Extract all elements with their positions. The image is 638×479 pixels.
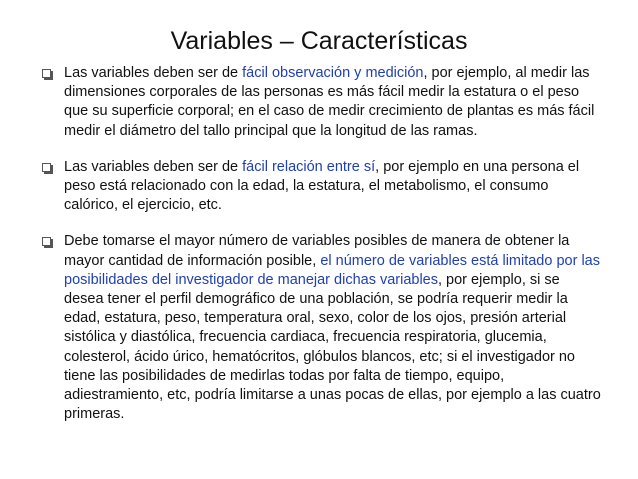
bullet-item [42,64,602,141]
bullet-text-lead: Las variables deben ser de [64,65,243,81]
bullet-highlight: fácil observación y medición [242,65,424,81]
bullet-text-lead: Debe tomarse el mayor número de variables posibles de manera de obtener la mayor cantidad de información posible, [64,233,570,269]
bullet-item [42,158,602,216]
square-bullet-icon [42,163,51,172]
bullet-text [64,233,601,422]
bullet-list [42,64,602,441]
bullet-text [64,159,579,213]
bullet-highlight: el número de variables está limitado por las posibilidades del investigador de manejar dichas variables [64,252,600,288]
square-bullet-icon [42,69,51,78]
bullet-text-rest: , por ejemplo, al medir las dimensiones corporales de las personas es más fácil medir la estatura o el peso que su superficie corporal; en el caso de medir crecimiento de plantas es más fácil medir el diámetro del tallo principal que la longitud de las ramas. [64,65,595,139]
square-bullet-icon [42,237,51,246]
bullet-text-rest: , por ejemplo, si se desea tener el perfil demográfico de una población, se podría requerir medir la edad, estatura, peso, temperatura oral, sexo, color de los ojos, presión arterial sistólica y diastólica, frecuencia cardiaca, frecuencia respiratoria, glucemia, colesterol, ácido úrico, hematócritos, glóbulos blancos, etc; si el investigador no tiene las posibilidades de medirlas todas por falta de tiempo, equipo, adiestramiento, etc, podría limitarse a unas pocas de ellas, por ejemplo a las cuatro primeras. [64,271,601,423]
bullet-item [42,232,602,424]
bullet-text-rest: , por ejemplo en una persona el peso está relacionado con la edad, la estatura, el metabolismo, el consumo calórico, el ejercicio, etc. [64,158,580,214]
bullet-highlight: fácil relación entre sí [242,158,376,175]
bullet-text-lead: Las variables deben ser de [64,158,243,175]
bullet-text [64,65,594,139]
slide-title: Variables – Características [170,27,468,55]
